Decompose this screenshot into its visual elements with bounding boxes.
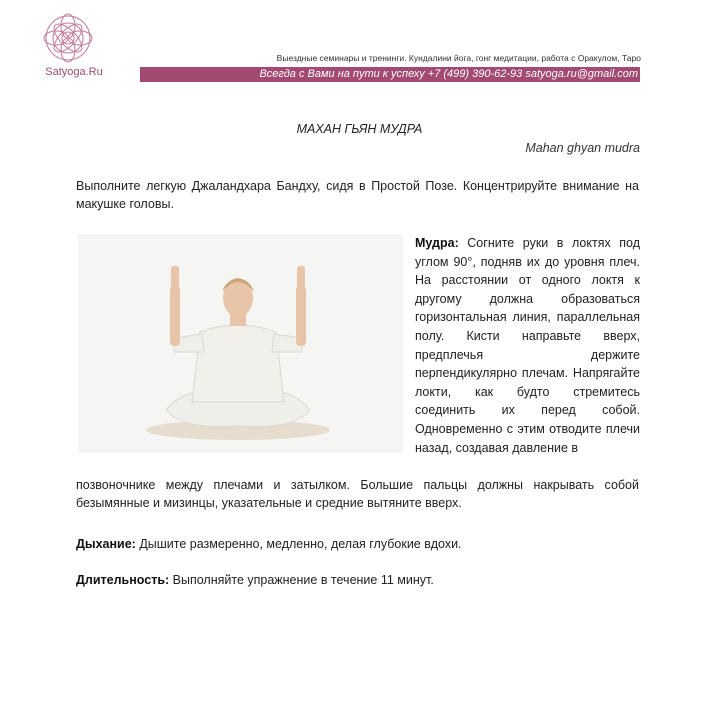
mudra-label: Мудра: [415, 236, 459, 250]
yoga-pose-photo [78, 234, 403, 453]
intro-paragraph: Выполните легкую Джаландхара Бандху, сидя в Простой Позе. Концентрируйте внимание на макушке головы. [76, 179, 639, 211]
contact-info[interactable]: Всегда с Вами на пути к успеху +7 (499) 390-62-93 satyoga.ru@gmail.com [259, 68, 638, 80]
page-title: МАХАН ГЬЯН МУДРА [296, 122, 423, 136]
breathing-text: Дышите размеренно, медленно, делая глубокие вдохи. [135, 537, 462, 551]
header-tagline: Выездные семинары и тренинги. Кундалини йога, гонг медитации, работа с Оракулом, Таро [276, 53, 641, 63]
meditating-woman-illustration [78, 234, 403, 453]
mudra-continued-paragraph: позвоночнике между плечами и затылком. Большие пальцы должны накрывать собой безымянные и мизинцы, указательные и средние вытяните вверх. [76, 478, 639, 510]
mudra-text: Согните руки в локтях под углом 90°, подняв их до уровня плеч. На расстоянии от одного локтя к другому должна образоваться горизонтальная линия, параллельная полу. Кисти направьте вверх, предплечья держите перпендикулярно плечам. Напрягайте локти, как будто стремитесь соединить их перед собой. Одновременно с этим отводите плечи назад, создавая давление в [415, 236, 640, 455]
mudra-paragraph [415, 234, 640, 457]
duration-text: Выполняйте упражнение в течение 11 минут. [169, 573, 434, 587]
logo-text: Satyoga.Ru [45, 66, 103, 78]
page-subtitle: Mahan ghyan mudra [525, 141, 640, 155]
breathing-paragraph [76, 535, 639, 553]
duration-paragraph [76, 571, 639, 589]
duration-label: Длительность: [76, 573, 170, 587]
lotus-mandala-icon [42, 12, 94, 64]
breathing-label: Дыхание: [76, 537, 136, 551]
contact-bar [140, 67, 640, 82]
site-logo[interactable] [36, 12, 103, 82]
